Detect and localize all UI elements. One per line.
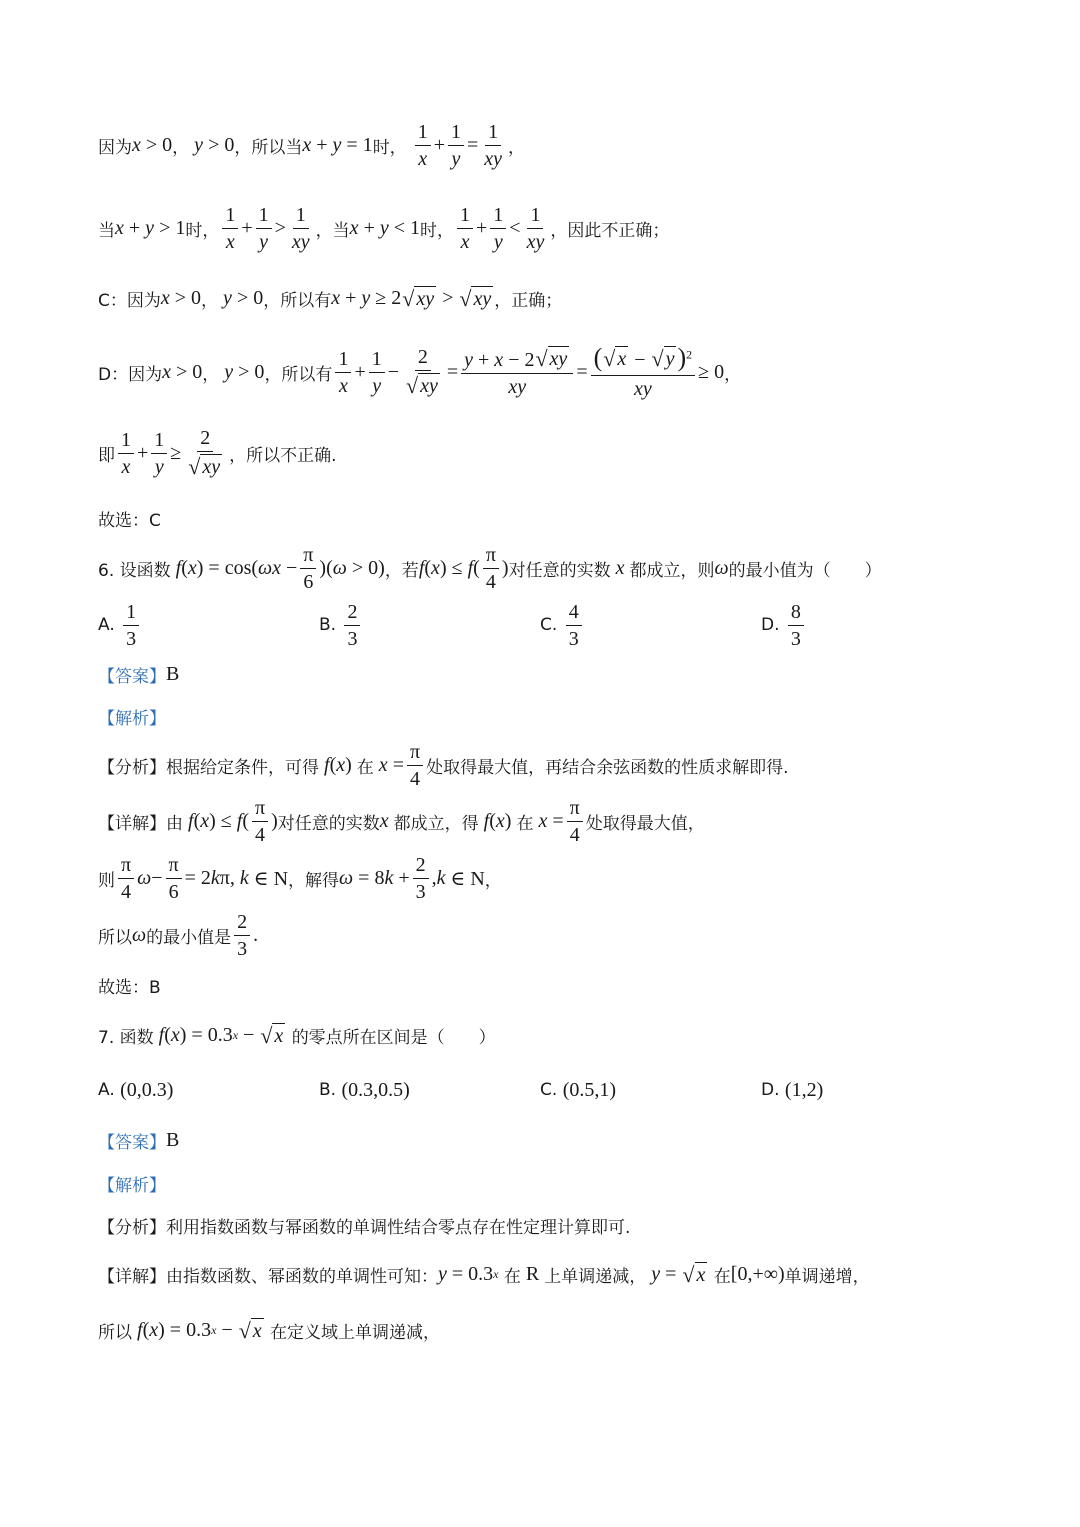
- line-2: 当 x + y > 1 时， $\frac{1}{x}$ + $\frac{1}{y}$ > $\frac{1}{xy}$ ，当 x + y < 1 时， $\frac{1}{x}$ + $\frac{1}{y}$ < $\frac{1}{xy}$ ，因此不正确；: [98, 203, 670, 253]
- q7-analysis: 【解析】: [98, 1175, 166, 1196]
- line-option-c: C：因为 x > 0 ， y > 0 ，所以有 x + y ≥ 2 √ xy > √ xy ，正确；: [98, 286, 563, 311]
- q7-option-c: C. (0.5,1): [540, 1078, 617, 1101]
- q6-min: 所以 ω 的最小值是 $\frac{2}{3}$ .: [98, 910, 259, 960]
- q7-answer: 【答案】 B: [98, 1128, 180, 1153]
- question-7: 7. 函数 f ( x ) = 0.3 x − √ x 的零点所在区间是（ ）: [98, 1023, 496, 1048]
- q6-option-b: B. $\frac{2}{3}$: [319, 600, 363, 650]
- q7-xiangjie: 【详解】 由指数函数、幂函数的单调性可知： y = 0.3 x 在 R 上单调递减， y = √ x 在 [0,+∞) 单调递增，: [98, 1262, 870, 1287]
- q6-option-d: D. $\frac{8}{3}$: [761, 600, 807, 650]
- q6-option-a: A. $\frac{1}{3}$: [98, 600, 142, 650]
- q6-then: 则 $\frac{\pi}{4}$ ω − $\frac{\pi}{6}$ = 2 k π, k ∈ N ，解得 ω = 8 k + $\frac{2}{3}$ , k ∈ N ，: [98, 853, 502, 903]
- q7-option-b: B. (0.3,0.5): [319, 1078, 410, 1101]
- q6-option-c: C. $\frac{4}{3}$: [540, 600, 585, 650]
- q7-option-a: A. (0,0.3): [98, 1078, 174, 1101]
- question-6: 6. 设函数 f ( x ) = cos( ωx − $\frac{\pi}{6}$ )( ω > 0) ，若 f ( x ) ≤ f ( $\frac{\pi}{4}$ ) 对任意的实数 x 都成立，则 ω 的最小值为（ ）: [98, 543, 882, 593]
- q7-last: 所以 f ( x ) = 0.3 x − √ x 在定义域上单调递减，: [98, 1318, 441, 1343]
- q6-xiangjie: 【详解】 由 f ( x ) ≤ f ( $\frac{\pi}{4}$ ) 对任意的实数 x 都成立，得 f ( x ) 在 x = $\frac{\pi}{4}$ 处取得最大值，: [98, 796, 705, 846]
- q6-pick: 故选：B: [98, 977, 161, 998]
- q7-option-d: D. (1,2): [761, 1078, 824, 1101]
- q6-fenxi: 【分析】 根据给定条件，可得 f ( x ) 在 x = $\frac{\pi}{4}$ 处取得最大值，再结合余弦函数的性质求解即得.: [98, 740, 789, 790]
- pick-5: 故选：C: [98, 510, 161, 531]
- q6-answer: 【答案】 B: [98, 662, 180, 687]
- q7-fenxi: 【分析】 利用指数函数与幂函数的单调性结合零点存在性定理计算即可.: [98, 1217, 631, 1238]
- q6-analysis: 【解析】: [98, 708, 166, 729]
- line-1: 因为 x > 0 ， y > 0 ，所以当 x + y = 1 时， $\frac{1}{x}$ + $\frac{1}{y}$ = $\frac{1}{xy}$ ，: [98, 120, 526, 170]
- line-option-d: D：因为 x > 0 ， y > 0 ，所以有 $\frac{1}{x}$ + $\frac{1}{y}$ − 2 √ xy = y + x − 2 √ xy xy = ( √ x − √ y )$^2$ xy ≥ 0 ，: [98, 343, 742, 400]
- line-conclusion: 即 $\frac{1}{x}$ + $\frac{1}{y}$ ≥ 2 √ xy ，所以不正确.: [98, 427, 337, 479]
